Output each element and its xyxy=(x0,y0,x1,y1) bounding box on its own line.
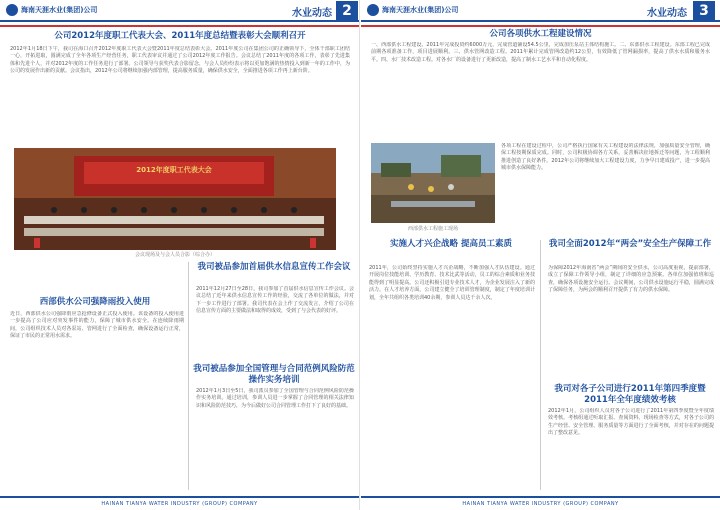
article-headline-performance-review: 我司对各子公司进行2011年第四季度暨2011年全年度绩效考核 xyxy=(554,384,706,405)
main-article-body: 2012年1月18日下午，我司在海口召开2012年度职工代表大会暨2011年度总结表彰大会。2011年度公司在集团公司的正确领导下，全体干部职工团结一心，开拓进取，圆满完成了全年各项生产经营任务，职工代表审议并通过了公司2012年度工作报告。会议总结了2011年度的各项工作，表彰了先进集体和先进个人，并对2012年度的工作任务进行了部署。公司领导与获奖代表合影留念，与会人员纷纷表示将以更加饱满的热情投入到新一年的工作中，为公司的发展作出新的贡献。会议指出，2012年公司将继续加强内部管理，提高服务质量，确保供水安全，全面推进各项工作再上新台阶。 xyxy=(10,46,350,75)
article-body-contract-training: 2012年1月3日至5日，我司派员参加了全国管理与合同范例风险防范操作实务培训。通过培训，参训人员进一步掌握了合同管理的相关法律知识和风险防范技巧，为今后做好公司合同管理工作打下了良好的基础。 xyxy=(196,388,354,409)
section-title: 水业动态 xyxy=(647,8,687,19)
column-divider xyxy=(188,262,189,490)
company-name: 海南天涯水业(集团)公司 xyxy=(21,6,98,14)
company-name: 海南天涯水业(集团)公司 xyxy=(382,6,459,14)
footer-text: HAINAN TIANYA WATER INDUSTRY (GROUP) COMPANY xyxy=(462,501,619,507)
article-body-talent: 2011年，公司始终坚持实施人才兴企战略，不断加强人才队伍建设。通过开展岗位技能培训、学历教育、技术比武等活动，员工的综合素质和业务技能得到了明显提高。公司还积极引进专业技术人才，为企业发展注入了新的活力。在人才培养方面，公司建立健全了培训管理制度，制定了年度培训计划，全年共组织各类培训40余期，参训人员达千余人次。 xyxy=(369,265,535,301)
conference-photo xyxy=(14,148,336,250)
photo-caption: 会议现场及与会人员合影（综合办） xyxy=(134,252,215,258)
red-divider xyxy=(0,25,359,27)
column-divider xyxy=(540,240,541,490)
company-logo-icon xyxy=(6,4,18,16)
right-footer xyxy=(361,496,720,510)
article-body-west-supply: 近日，西部供水公司强降雨应急抢修设备正式投入使用。该设备的投入使用进一步提高了公司应对突发事件的能力，保障了城市供水安全。在连续降雨期间，公司组织技术人员对各泵站、管网进行了全面检查，确保设备运行正常，保证了市民的正常用水需求。 xyxy=(10,311,184,340)
article-body-performance-review: 2012年1月，公司组织人员对各子公司进行了2011年第四季度暨全年度绩效考核。考核组通过听取汇报、查阅资料、现场检查等方式，对各子公司的生产经营、安全管理、服务质量等方面进行了全面考核，并对存在的问题提出了整改意见。 xyxy=(548,408,714,437)
right-header xyxy=(361,0,720,22)
section-title: 水业动态 xyxy=(292,8,332,19)
page-number: 2 xyxy=(336,1,358,21)
main-headline: 公司2012年度职工代表大会、2011年度总结暨表彰大会顺利召开 xyxy=(54,31,306,41)
company-logo-icon xyxy=(367,4,379,16)
construction-photo xyxy=(371,143,495,223)
right-page xyxy=(361,0,720,510)
footer-text: HAINAN TIANYA WATER INDUSTRY (GROUP) COMPANY xyxy=(101,501,258,507)
article-headline-two-sessions: 我司全面2012年“两会”安全生产保障工作 xyxy=(548,239,712,249)
article-headline-west-supply: 西部供水公司强降雨投入使用 xyxy=(39,297,151,307)
article-headline-talent: 实施人才兴企战略 提高员工素质 xyxy=(390,239,512,249)
left-footer xyxy=(0,496,359,510)
main-article-body: 一、西部供水工程建设。2011年完成投资约6000万元，完成管道铺设54.5公里，完成加压泵站主体结构施工。二、东部供水工程建设。东部工程已完成前期各项准备工作，项目进展顺利。三、供水管网改造工程。2011年累计完成管网改造约12公里，有效降低了管网漏损率，提高了供水水质和服务水平。四、水厂技术改造工程。对各水厂的设备进行了更新改造，提高了制水工艺水平和自动化程度。 xyxy=(371,42,710,63)
conference-photo-svg xyxy=(14,148,336,250)
photo-caption: 西部供水工程施工现场 xyxy=(407,226,458,232)
article-body-two-sessions: 为保障2012年海南省“两会”期间的安全供水，公司高度重视，提前部署，成立了保障工作领导小组，制定了详细的应急预案。各单位加强值班和巡查，确保各项设施安全运行。会议期间，公司供水设施运行平稳，圆满完成了保障任务，为两会的顺利召开提供了有力的供水保障。 xyxy=(548,265,714,294)
article-body-info-meeting: 2011年12月27日至28日，我司参加了首届供水信息宣传工作会议。会议总结了近年来供水信息宣传工作的经验，交流了各单位的做法，并对下一步工作进行了部署。我司代表在会上作了交流发言，介绍了公司在信息宣传方面的主要做法和取得的成效，受到了与会代表的好评。 xyxy=(196,286,354,315)
banner-text: 2012年度职工代表大会 xyxy=(136,166,212,174)
main-headline: 公司各项供水工程建设情况 xyxy=(489,29,592,39)
article-headline-info-meeting: 我司被品参加首届供水信息宣传工作会议 xyxy=(197,262,351,272)
left-logo xyxy=(6,4,97,16)
project-summary-body: 各项工程在建设过程中，公司严格执行国家有关工程建设的法律法规，加强质量安全管理，确保工程按期保质完成。同时，公司积极协调各方关系，妥善解决征地拆迁等问题，为工程顺利推进创造了良好条件。2012年公司将继续加大工程建设力度，力争早日建成投产，进一步提高城市供水保障能力。 xyxy=(501,143,710,172)
right-logo xyxy=(367,4,458,16)
construction-photo-svg xyxy=(371,143,495,223)
left-header xyxy=(0,0,359,22)
page-number: 3 xyxy=(693,1,715,21)
article-headline-contract-training: 我司被品参加全国管理与合同范例风险防范操作实务培训 xyxy=(193,364,355,385)
red-divider xyxy=(361,25,720,27)
